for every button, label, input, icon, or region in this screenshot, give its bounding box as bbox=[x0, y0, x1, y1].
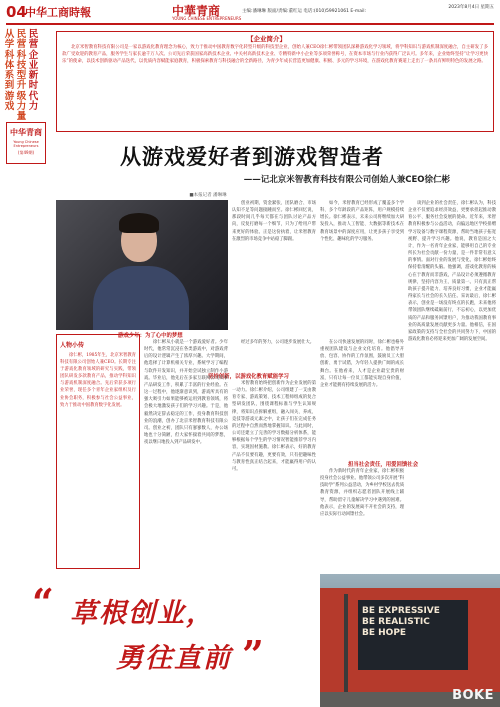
section-1-text-b: 经过多年的努力，公司逐步发展壮大。 bbox=[241, 340, 315, 345]
column-seal bbox=[6, 122, 46, 164]
editor-info: 主编:潘琳琳 版面/责编:董红运 电话:(010)59921061 E-mail: bbox=[242, 9, 366, 14]
editor-note-text: 北京米智教育科技有限公司是一家以游戏化教育理念为核心，致力于推动中国教育数字化转型升级的科技型企业，创始人兼CEO徐仁彬带领团队深耕游戏化学习领域，将学科知识与游戏机制深度融合，自主研发了多款广受欢迎的教育产品，服务学生与家长逾千万人次。公司先后荣获国家高新技术企业、中关村高新技术企业、专精特新中小企业等多项荣誉称号，在资本市场与行业内获得广泛认可。多年来，企业始终坚持“让学习更快乐”的使命，以技术创新驱动产品迭代，以优质内容赋能家庭教育，积极探索教育与科技融合的全新路径，为青少年成长营造更加健康、积极、多元的学习环境，在游戏化教育赛道上走出了一条具有鲜明特色的发展之路。 bbox=[62, 45, 488, 65]
section-subtitle: YOUNG CHINESE ENTREPRENEURS bbox=[172, 16, 242, 21]
photo-pole bbox=[344, 594, 348, 694]
section-1-text-column bbox=[144, 339, 228, 569]
page-number: 04 bbox=[6, 3, 27, 21]
header-rule bbox=[6, 23, 494, 25]
paper-name: 中华工商時報 bbox=[25, 6, 91, 19]
banner-line-1: 草根创业， bbox=[70, 598, 215, 629]
editor-note-box bbox=[56, 31, 494, 132]
page-header bbox=[0, 0, 500, 24]
editor-note-heading: 【企业简介】 bbox=[247, 35, 286, 43]
seal-issue: (第49期) bbox=[17, 150, 35, 155]
section-3-text: 作为新时代的青年企业家，徐仁彬积极投身社会公益事业。他带领公司多次开展“科技助学”系列公益活动，为乡村学校送去优质教育资源，并组织志愿者团队开展线上辅导，帮助留守儿童解决学习中遇到的困难。他表示，企业的发展离不开社会的支持，理应以实际行动回馈社会。 bbox=[320, 469, 404, 517]
column-3-text: 创业初期，资金紧张、团队磨合、市场认知不足等问题接踵而至。徐仁彬回忆说，那段时间几乎每天都在与团队讨论产品方向，反复打磨每一个细节，只为了给用户带来更好的体验。正是这份执着，让米智教育在激烈的市场竞争中站稳了脚跟。 bbox=[232, 201, 316, 242]
date-line-1: 2023年8月4日 星期五 bbox=[448, 5, 494, 10]
article-column-5 bbox=[408, 200, 496, 568]
article-subtitle: ——记北京米智教育科技有限公司创始人兼CEO徐仁彬 bbox=[243, 175, 450, 185]
column-4-text: 如今，米智教育已经形成了覆盖多个学科、多个年龄段的产品矩阵，用户规模持续增长。徐仁彬表示，未来公司将继续加大研发投入，推动人工智能、大数据等新技术在教育场景中的深度应用，让更多孩子享受到个性化、趣味化的学习服务。 bbox=[320, 201, 404, 242]
article-column-4 bbox=[320, 200, 404, 330]
photo-sign-text: BE EXPRESSIVE BE REALISTIC BE HOPE bbox=[362, 606, 440, 638]
section-1-text-a: 徐仁彬从小就是一个游戏爱好者。少年时代，他常常沉浸在各类游戏中，对游戏背后的设计逻辑产生了浓厚兴趣。大学期间，他选择了计算机相关专业，系统学习了编程与软件开发知识，并开始尝试独立制作小游戏。毕业后，他先后在多家互联网公司从事产品研发工作，积累了丰富的行业经验。在这一过程中，他逐渐意识到，游戏所具有的强大吸引力如果能够被运用到教育领域，将会极大地激发孩子们的学习兴趣。于是，他毅然决定辞去稳定的工作，投身教育科技创业的浪潮，创办了北京米智教育科技有限公司。创业之初，团队只有寥寥数人，办公场地也十分简陋，但大家怀揣着共同的梦想，夜以继日地投入到产品研发中。 bbox=[144, 340, 228, 446]
byline: ■本报记者 潘琳琳 bbox=[189, 193, 227, 198]
bio-title: 人物小传 bbox=[60, 342, 85, 349]
storefront-photo bbox=[320, 574, 500, 707]
date-info bbox=[448, 4, 494, 11]
banner-quote-open: “ bbox=[32, 580, 54, 625]
section-2b-text-column bbox=[320, 339, 404, 459]
vertical-title-2: 民营科技型升级力量 bbox=[16, 29, 27, 123]
bio-text: 徐仁彬，1985年生，北京米智教育科技有限公司创始人兼CEO。长期专注于游戏化教育领域的研究与实践，带领团队研发多款教育产品，推动学科知识与游戏机制深度融合。先后荣获多项行业荣誉，现任多个青年企业家组织及行业协会职务，积极参与社会公益事业，致力于推动中国教育数字化发展。 bbox=[60, 353, 136, 408]
photo-logo: BOKE bbox=[452, 688, 494, 703]
portrait-hair bbox=[119, 213, 159, 233]
portrait-body bbox=[93, 266, 189, 330]
section-logo: 中華青商 bbox=[172, 4, 221, 18]
column-5-text: 谈到企业的社会责任，徐仁彬认为，科技企业不仅要追求经济效益，更要承担起推动教育公平、服务社会发展的使命。近年来，米智教育积极参与公益活动，向偏远地区学校捐赠学习设备与数字课程资源，帮助当地孩子拓宽视野、提升学习兴趣。他说，教育是国之大计，作为一名青年企业家，能够用自己的专业所长为社会贡献一份力量，是一件非常有意义的事情。面对行业的发展与变化，徐仁彬始终保持着清醒的头脑。他强调，游戏化教育的核心在于教育而非游戏，产品设计必须遵循教育规律，坚持内容为王、质量第一。只有真正帮助孩子提升能力、培养良好习惯，企业才能赢得家长与社会的长久信任。采访最后，徐仁彬表示，创业是一场没有终点的长跑，未来他将带领团队继续砥砺前行，不忘初心，以更加优质的产品和服务回馈用户，为推动我国教育事业的高质量发展贡献更多力量。他相信，在国家政策的支持与全社会的共同努力下，中国的游戏化教育必将迎来更加广阔的发展空间。 bbox=[408, 201, 496, 342]
vertical-title-3: 民营企业新时代力 bbox=[28, 29, 39, 113]
article-column-3 bbox=[232, 200, 316, 330]
seal-english: Young Chinese Entrepreneurs bbox=[13, 140, 39, 148]
column-sidebar bbox=[4, 30, 50, 176]
founder-portrait-photo bbox=[56, 200, 228, 330]
slogan-banner bbox=[4, 574, 320, 707]
section-3-text-column bbox=[320, 468, 404, 569]
section-2-text-column bbox=[232, 380, 316, 569]
vertical-title-1: 从学科体系到游戏 bbox=[4, 29, 15, 113]
section-1-continuation bbox=[232, 339, 316, 371]
section-2b-text: 在公司快速发展的同时，徐仁彬也格外重视团队建设与企业文化培育。他倡导开放、包容、协作的工作氛围，鼓励员工大胆创新、勇于试错，为年轻人提供广阔的成长舞台。在他看来，人才是企业最宝贵的财富，只有让每一位员工都能实现自身价值，企业才能拥有持续发展的活力。 bbox=[320, 340, 404, 388]
bio-box bbox=[56, 334, 140, 569]
article-title: 从游戏爱好者到游戏智造者 bbox=[120, 145, 384, 169]
seal-title: 中华青商 bbox=[10, 128, 42, 137]
section-head-1: 游戏少年：为了心中的梦想 bbox=[118, 333, 183, 339]
section-head-3: 担当社会责任，用爱回馈社会 bbox=[348, 462, 419, 468]
section-2-text: 米智教育始终把创新作为企业发展的第一动力。徐仁彬介绍，公司组建了一支由教育专家、游戏策划、技术工程师组成的复合型研发团队，围绕课程标准与学生认知规律，将知识点拆解重组，融入闯关、养成、竞技等游戏元素之中，让孩子们在完成任务的过程中自然而然地掌握知识。与此同时，公司还建立了完善的学习数据分析体系，能够根据每个学生的学习情况智能推荐学习内容，实现因材施教。徐仁彬表示，好的教育产品不仅要有趣，更要有效，只有把趣味性与教育性真正结合起来，才能赢得用户的认可。 bbox=[232, 381, 316, 472]
banner-line-2: 勇往直前 bbox=[116, 643, 232, 674]
section-head-2: 坚持创新，以游戏化教育赋能学习 bbox=[208, 374, 289, 380]
banner-quote-close: ” bbox=[242, 632, 264, 677]
